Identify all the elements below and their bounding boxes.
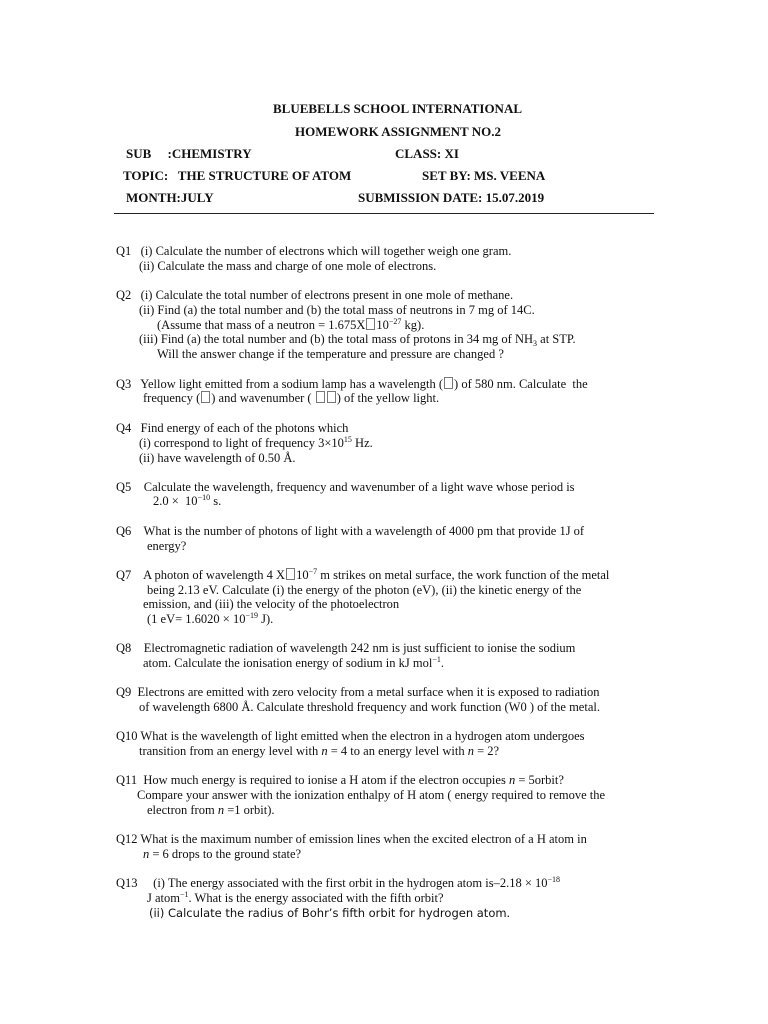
q13-line-3: (ii) Calculate the radius of Bohr’s fifth orbit for hydrogen atom. — [149, 906, 511, 920]
q1-line-1: Q1 (i) Calculate the number of electrons which will together weigh one gram. — [116, 244, 512, 258]
missing-glyph-icon — [286, 568, 295, 580]
q2-line-4-text: (iii) Find (a) the total number and (b) the total mass of protons in 34 mg of NH — [139, 332, 534, 346]
q7-line-1-end: m strikes on metal surface, the work function of the metal — [317, 568, 610, 582]
q13-exponent-2: −1 — [179, 890, 189, 899]
q12-line-2-text: = 6 drops to the ground state? — [149, 847, 302, 861]
q9-line-1: Q9 Electrons are emitted with zero velocity from a metal surface when it is exposed to radiation — [116, 685, 600, 699]
q10-line-2-text: transition from an energy level with — [139, 744, 322, 758]
q11-line-1-end: = 5orbit? — [515, 773, 564, 787]
set-by-label: SET BY: MS. VEENA — [422, 168, 546, 183]
q3-line-1-end: ) of 580 nm. Calculate the — [454, 377, 588, 391]
q10-line-2-mid: = 4 to an energy level with — [327, 744, 468, 758]
q7-line-4-end: J). — [257, 612, 274, 626]
q11-line-3 — [147, 803, 275, 818]
q3-line-2-end: ) of the yellow light. — [336, 391, 440, 405]
q2-line-3-end: kg). — [401, 318, 425, 332]
q9-line-2: of wavelength 6800 Å. Calculate threshold frequency and work function (W0 ) of the metal. — [139, 700, 600, 714]
q1-line-2: (ii) Calculate the mass and charge of one mole of electrons. — [139, 259, 437, 273]
q8-line-2-text: atom. Calculate the ionisation energy of sodium in kJ mol — [143, 656, 433, 670]
lambda-missing-glyph-icon — [444, 377, 453, 389]
q10-n-symbol: n — [321, 744, 328, 758]
q13-line-1-text: Q13 (i) The energy associated with the first orbit in the hydrogen atom is–2.18 × 10 — [116, 876, 548, 890]
q7-exponent-2: −19 — [245, 611, 258, 620]
q7-line-1-mid: 10 — [296, 568, 309, 582]
q2-line-1: Q2 (i) Calculate the total number of electrons present in one mole of methane. — [116, 288, 514, 302]
q13-line-2-end: . What is the energy associated with the fifth orbit? — [188, 891, 444, 905]
nu-bar-missing-glyph-icon-2 — [327, 391, 336, 403]
q11-line-3-text: electron from — [147, 803, 218, 817]
header-divider — [114, 213, 654, 214]
q4-line-2-text: (i) correspond to light of frequency 3×10 — [139, 436, 344, 450]
q7-exponent: −7 — [308, 567, 318, 576]
q13-line-2-text: J atom — [147, 891, 180, 905]
q12-line-2 — [143, 847, 301, 862]
q11-line-1-text: Q11 How much energy is required to ionise a H atom if the electron occupies — [116, 773, 509, 787]
q5-exponent: −10 — [197, 493, 211, 502]
q12-n-symbol: n — [143, 847, 150, 861]
month-label: MONTH:JULY — [126, 190, 214, 205]
q7-line-2: being 2.13 eV. Calculate (i) the energy of the photon (eV), (ii) the kinetic energy of the — [147, 583, 582, 597]
q10-line-1: Q10 What is the wavelength of light emitted when the electron in a hydrogen atom undergoes — [116, 729, 585, 743]
q2-line-4 — [139, 332, 576, 347]
q5-line-2-end: s. — [210, 494, 222, 508]
nu-missing-glyph-icon — [201, 391, 210, 403]
q2-line-3-text: (Assume that mass of a neutron = 1.675X — [157, 318, 366, 332]
q2-line-5: Will the answer change if the temperature and pressure are changed ? — [157, 347, 504, 361]
q3-line-2 — [143, 391, 439, 406]
q3-line-1-text: Q3 Yellow light emitted from a sodium lamp has a wavelength ( — [116, 377, 444, 391]
missing-glyph-icon — [366, 318, 375, 330]
q4-line-2-end: Hz. — [351, 436, 373, 450]
q7-line-1-text: Q7 A photon of wavelength 4 X — [116, 568, 286, 582]
q7-line-1 — [116, 568, 609, 583]
q13-exponent: −18 — [547, 875, 561, 884]
q10-n-symbol-2: n — [467, 744, 474, 758]
q6-line-1: Q6 What is the number of photons of light with a wavelength of 4000 pm that provide 1J of — [116, 524, 585, 538]
q4-line-2 — [139, 436, 373, 451]
q3-line-2-text: frequency ( — [143, 391, 201, 405]
q8-line-2-end: . — [440, 656, 444, 670]
q13-line-2 — [147, 891, 444, 906]
q2-subscript: 3 — [533, 339, 538, 348]
q10-line-2 — [139, 744, 499, 759]
q2-exponent: −27 — [388, 317, 402, 326]
q2-line-2: (ii) Find (a) the total number and (b) the total mass of neutrons in 7 mg of 14C. — [139, 303, 535, 317]
school-name: BLUEBELLS SCHOOL INTERNATIONAL — [273, 101, 522, 116]
q8-exponent: −1 — [432, 655, 441, 664]
subject-label: SUB :CHEMISTRY — [126, 146, 252, 161]
q13-line-1 — [116, 876, 560, 891]
q8-line-2 — [143, 656, 444, 671]
class-label: CLASS: XI — [395, 146, 459, 161]
q5-line-2 — [153, 494, 221, 509]
q7-line-3: emission, and (iii) the velocity of the photoelectron — [143, 597, 400, 611]
q12-line-1: Q12 What is the maximum number of emission lines when the excited electron of a H atom in — [116, 832, 587, 846]
q11-n-symbol: n — [508, 773, 516, 787]
q10-line-2-end: = 2? — [474, 744, 500, 758]
nu-bar-missing-glyph-icon — [316, 391, 325, 403]
submission-date: SUBMISSION DATE: 15.07.2019 — [358, 190, 545, 205]
q11-line-2: Compare your answer with the ionization enthalpy of H atom ( energy required to remove the — [137, 788, 606, 802]
q7-line-4-text: (1 eV= 1.6020 × 10 — [147, 612, 246, 626]
q4-line-1: Q4 Find energy of each of the photons which — [116, 421, 349, 435]
topic-label: TOPIC: THE STRUCTURE OF ATOM — [123, 168, 352, 183]
q11-n-symbol-2: n — [217, 803, 225, 817]
q11-line-1 — [116, 773, 564, 788]
q7-line-4 — [147, 612, 273, 627]
q8-line-1: Q8 Electromagnetic radiation of wavelength 242 nm is just sufficient to ionise the sodium — [116, 641, 576, 655]
q2-line-4-end: at STP. — [537, 332, 576, 346]
q6-line-2: energy? — [147, 539, 187, 553]
q4-line-3: (ii) have wavelength of 0.50 Å. — [139, 451, 296, 465]
q4-exponent: 15 — [343, 435, 352, 444]
q11-line-3-end: =1 orbit). — [224, 803, 275, 817]
q5-line-1: Q5 Calculate the wavelength, frequency and wavenumber of a light wave whose period is — [116, 480, 575, 494]
q2-line-3: (Assume that mass of a neutron = 1.675X $10^{-27}$ kg). — [157, 317, 425, 332]
q3-line-2-mid: ) and wavenumber ( — [211, 391, 315, 405]
q5-line-2-text: 2.0 × 10 — [153, 494, 198, 508]
assignment-title: HOMEWORK ASSIGNMENT NO.2 — [295, 124, 501, 139]
q3-line-1 — [116, 377, 588, 392]
